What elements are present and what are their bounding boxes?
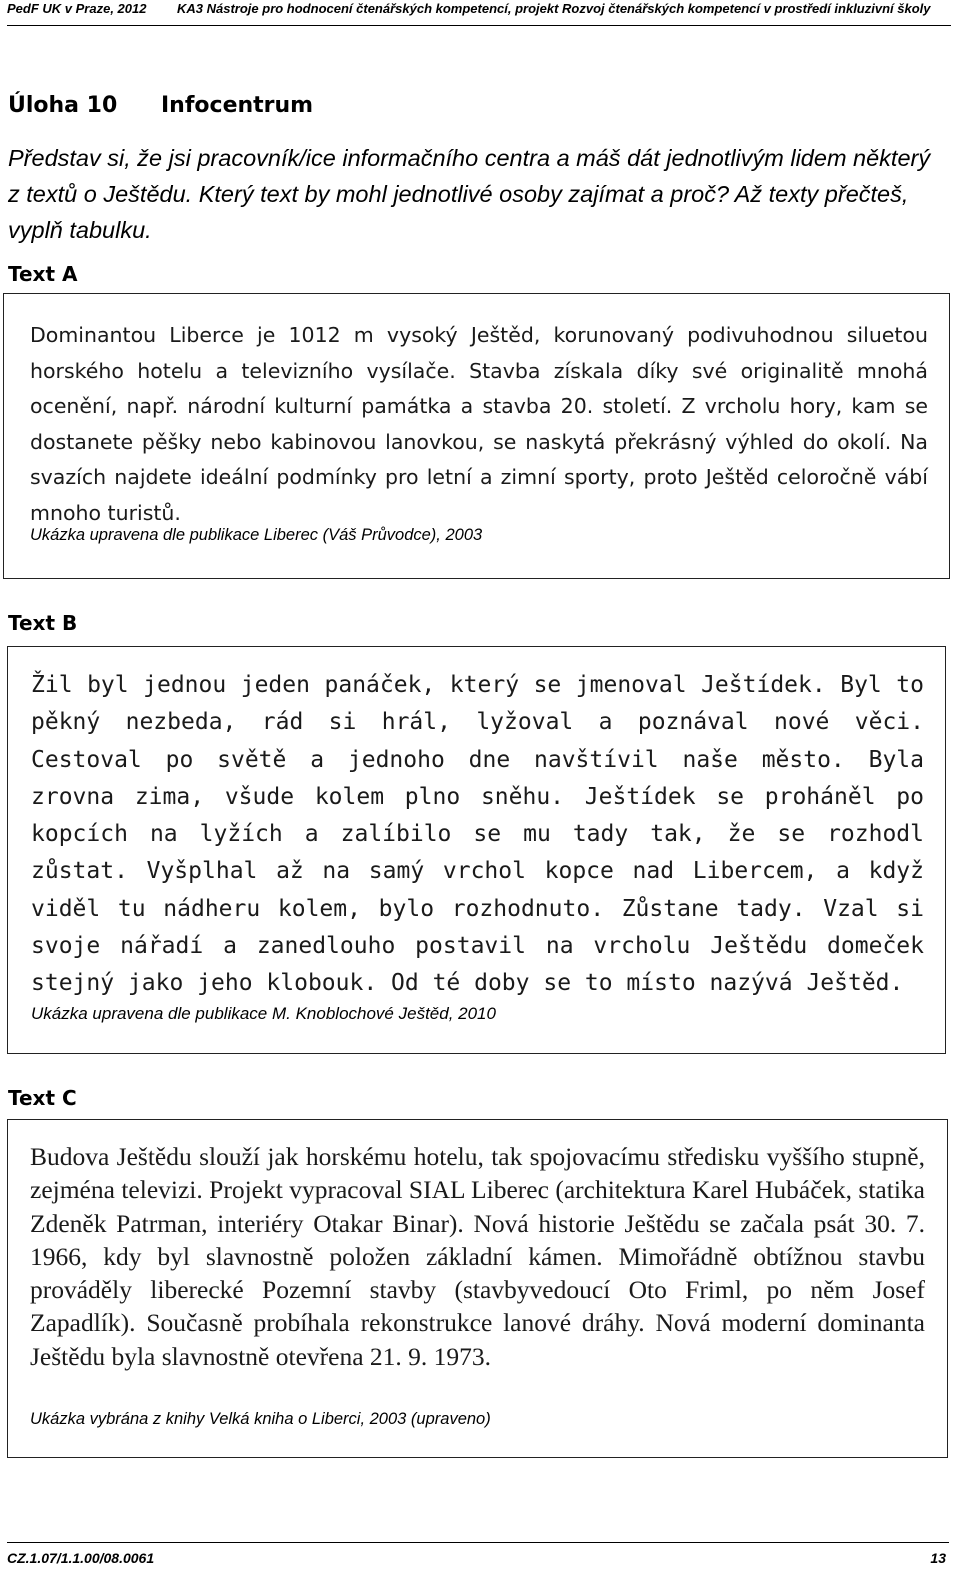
- page-header: [7, 0, 951, 26]
- text-b-source: Ukázka upravena dle publikace M. Knoblochové Ještěd, 2010: [31, 1004, 496, 1023]
- text-b-label: Text B: [8, 611, 78, 635]
- text-a-body: Dominantou Liberce je 1012 m vysoký Ještěd, korunovaný podivuhodnou siluetou horského hotelu a televizního vysílače. Stavba získala díky své originalitě mnohá ocenění, např. národní kulturní památka a stavba 20. století. Z vrcholu hory, kam se dostanete pěšky nebo kabinovou lanovkou, se naskytá překrásný výhled do okolí. Na svazích najdete ideální podmínky pro letní a zimní sporty, proto Ještěd celoročně vábí mnoho turistů.: [30, 323, 928, 525]
- header-project: KA3 Nástroje pro hodnocení čtenářských kompetencí, projekt Rozvoj čtenářských kompetencí v prostředí inkluzivní školy: [177, 1, 931, 16]
- header-institution: PedF UK v Praze, 2012: [7, 1, 147, 16]
- text-a-label: Text A: [8, 262, 78, 286]
- task-number: Úloha 10: [8, 93, 118, 118]
- text-c-body: Budova Ještědu slouží jak horskému hotelu, tak spojovacímu středisku vyššího stupně, zejména televizi. Projekt vypracoval SIAL Liberec (architektura Karel Hubáček, statika Zdeněk Patrman, interiéry Otakar Binar). Nová historie Ještědu se začala psát 30. 7. 1966, kdy byl slavnostně položen základní kámen. Mimořádně obtížnou stavbu prováděly liberecké Pozemní stavby (stavbyvedoucí Oto Friml, po něm Josef Zapadlík). Současně probíhala rekonstrukce lanové dráhy. Nová moderní dominanta Ještědu byla slavnostně otevřena 21. 9. 1973.: [30, 1142, 925, 1371]
- text-c-box: [7, 1119, 948, 1458]
- page-footer: [7, 1542, 949, 1572]
- footer-project-code: CZ.1.07/1.1.00/08.0061: [7, 1550, 155, 1566]
- footer-page-number: 13: [930, 1550, 946, 1566]
- text-a-source: Ukázka upravena dle publikace Liberec (Váš Průvodce), 2003: [30, 526, 483, 544]
- text-b-box: [7, 646, 946, 1054]
- text-c-source: Ukázka vybrána z knihy Velká kniha o Liberci, 2003 (upraveno): [30, 1410, 491, 1428]
- text-a-box: [3, 293, 950, 579]
- task-title: Infocentrum: [161, 93, 314, 118]
- task-instructions: Představ si, že jsi pracovník/ice informačního centra a máš dát jednotlivým lidem některý z textů o Ještědu. Který text by mohl jednotlivé osoby zajímat a proč? Až texty přečteš, vyplň tabulku.: [8, 145, 931, 243]
- text-c-label: Text C: [8, 1086, 77, 1110]
- text-b-body: Žil byl jednou jeden panáček, který se jmenoval Ještídek. Byl to pěkný nezbeda, rád si hrál, lyžoval a poznával nové věci. Cestoval po světě a jednoho dne navštívil naše město. Byla zrovna zima, všude kolem plno sněhu. Ještídek se proháněl po kopcích na lyžích a zalíbilo se mu tady tak, že se rozhodl zůstat. Vyšplhal až na samý vrchol kopce nad Libercem, a když viděl tu nádheru kolem, bylo rozhodnuto. Zůstane tady. Vzal si svoje nářadí a zanedlouho postavil na vrcholu Ještědu domeček stejný jako jeho klobouk. Od té doby se to místo nazývá Ještěd.: [31, 672, 924, 997]
